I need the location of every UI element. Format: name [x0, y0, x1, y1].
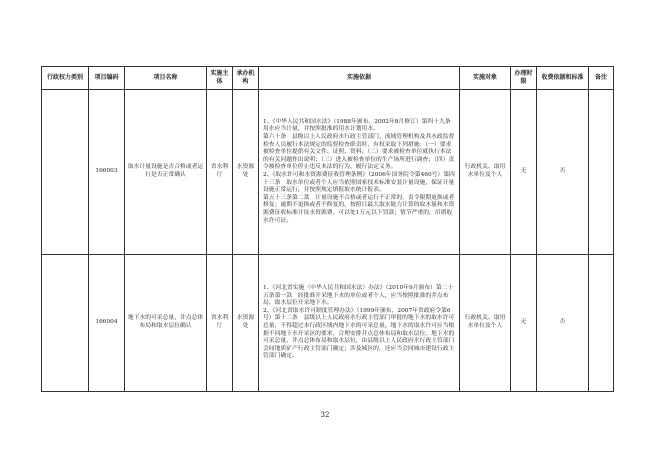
cell-code: 166004	[89, 255, 125, 392]
cell-fee: 否	[537, 90, 589, 255]
basis-paragraph: 1、《河北省实施〈中华人民共和国水法〉办法》（2010年9月颁布）第二十五条第一款 经批准开采地下水的单位或者个人，应当按照批准的井点布局、取水层位开采地下水。	[263, 285, 454, 307]
cell-name: 取水计量设施是否合格或者运行是否正常确认	[125, 90, 207, 255]
header-code: 项目编码	[89, 67, 125, 90]
cell-target: 行政机关、取用水单位及个人	[460, 255, 511, 392]
cell-time-limit: 无	[511, 255, 537, 392]
cell-category	[42, 255, 89, 392]
cell-code: 166003	[89, 90, 125, 255]
cell-category	[42, 90, 89, 255]
cell-office: 水资源处	[233, 255, 259, 392]
power-list-table	[41, 66, 614, 392]
cell-basis	[259, 90, 460, 255]
cell-name: 地下水的可采总量、井点总体布局和取水层位确认	[125, 255, 207, 392]
header-target: 实施对象	[460, 67, 511, 90]
header-note: 备注	[589, 67, 614, 90]
basis-paragraph: 2、《取水许可和水资源费征收管理条例》（2006年国务院令第460号）第四十三条 取水单位或者个人应当依照国家技术标准安装计量设施，保证计量设施正常运行，并按照规定填报取水统计报表。	[263, 172, 455, 194]
header-office: 承办机构	[233, 67, 259, 90]
cell-fee: 否	[537, 255, 589, 392]
header-subject: 实施主体	[207, 67, 233, 90]
cell-note	[589, 90, 614, 255]
cell-office: 水资源处	[233, 90, 259, 255]
cell-note	[589, 255, 614, 392]
cell-target: 行政机关、取用水单位及个人	[460, 90, 511, 255]
cell-subject: 省水利厅	[207, 255, 233, 392]
cell-basis	[259, 255, 460, 392]
header-basis: 实施依据	[259, 67, 460, 90]
basis-paragraph: 第五十三条第二款 计量设施不合格或者运行不正常的，责令限期更换或者修复；逾期不更换或者不修复的，按照日最大取水能力计算的取水量和水资源费征收标准计征水资源费，可以处1万元以下罚款；情节严重的，吊销取水许可证。	[263, 194, 455, 224]
header-name: 项目名称	[125, 67, 207, 90]
basis-paragraph: 1、《中华人民共和国水法》（1988年颁布，2002年8月修订）第四十九条 用水应当计量，并按照批准的用水计划用水。	[263, 118, 451, 133]
header-time-limit: 办理时限	[511, 67, 537, 90]
header-category: 行政权力类别	[42, 67, 89, 90]
table-header-row	[42, 67, 614, 90]
basis-paragraph: 2、《河北省取水许可制度管理办法》（1999年颁布，2007年省政府令第6号）第十二条 县级以上人民政府水行政主管部门审批的地下水的取水许可总量，不得超过本行政区域内地下水的可采总量。地下水的取水许可应当根据不同地下水开采区的要求，合理安排井点总体布局和取水层位。地下水的可采总量、井点总体布局和取水层位，由县级以上人民政府水行政主管部门会同地质矿产行政主管部门确定；涉及城区的，还应当会同城市建设行政主管部门确定。	[263, 307, 455, 360]
header-fee: 收费依据和标准	[537, 67, 589, 90]
basis-paragraph: 第六十条 县级以上人民政府水行政主管部门、流域管理机构及其水政监督检查人员履行本法规定的监督检查职责时，有权采取下列措施：（一）要求被检查单位提供有关文件、证照、资料；（二）要求被检查单位就执行本法的有关问题作出说明；（三）进入被检查单位的生产场所进行调查；（四）责令被检查单位停止违反本法的行为，履行法定义务。	[263, 134, 455, 171]
cell-subject: 省水利厅	[207, 90, 233, 255]
table-row	[42, 255, 614, 392]
page-number: 32	[320, 411, 330, 419]
cell-time-limit: 无	[511, 90, 537, 255]
table-row	[42, 90, 614, 255]
